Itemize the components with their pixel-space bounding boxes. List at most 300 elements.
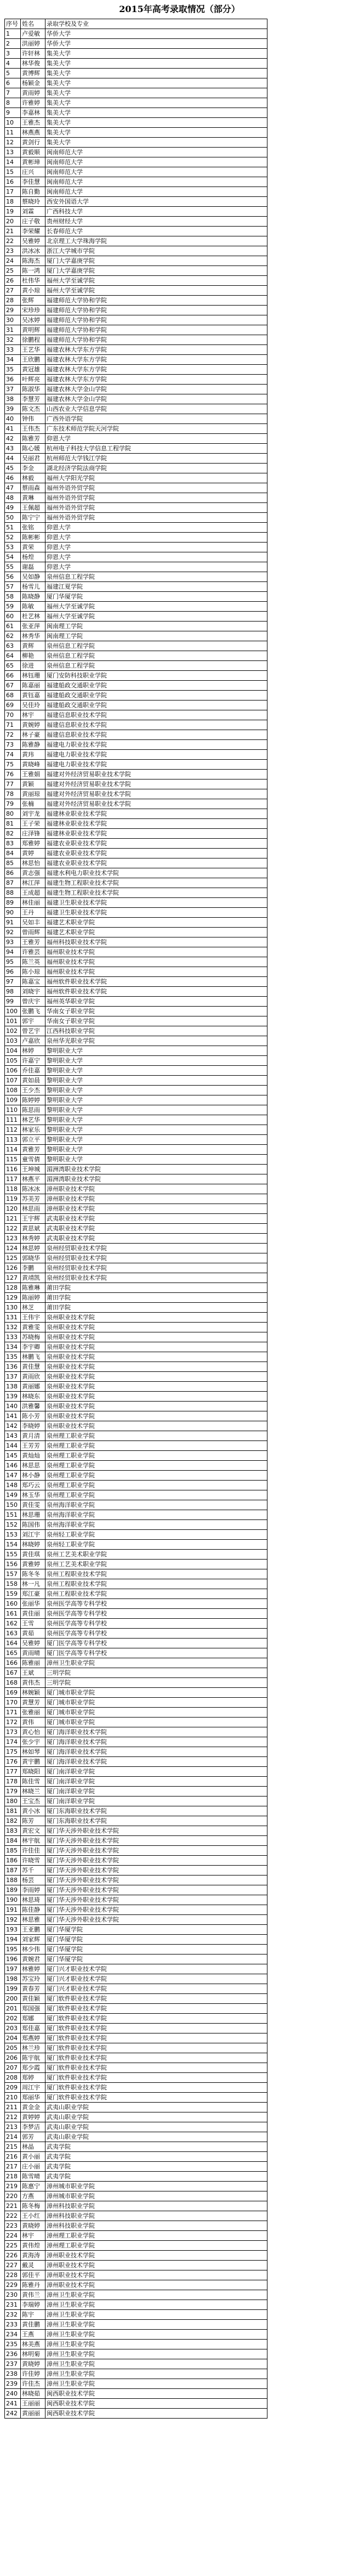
- row-no: 202: [5, 2014, 21, 2024]
- row-no: 3: [5, 49, 21, 59]
- row-no: 55: [5, 562, 21, 572]
- row-name: 庄泽锋: [21, 829, 45, 839]
- row-school: 福州大学至诚学院: [45, 602, 267, 612]
- row-no: 123: [5, 1234, 21, 1244]
- row-name: 黄宏文: [21, 1826, 45, 1836]
- row-school: 厦门海洋职业技术学院: [45, 1737, 267, 1747]
- row-name: 徐进: [21, 661, 45, 671]
- row-no: 118: [5, 1184, 21, 1194]
- table-row: [5, 276, 267, 286]
- row-school: 武夷职业技术学院: [45, 1224, 267, 1234]
- row-school: 漳州职业技术学院: [45, 1204, 267, 1214]
- table-row: [5, 98, 267, 108]
- row-name: 杜艺林: [21, 612, 45, 622]
- row-no: 91: [5, 918, 21, 928]
- row-no: 240: [5, 2389, 21, 2399]
- row-school: 闽西职业技术学院: [45, 2399, 267, 2409]
- table-row: [5, 1273, 267, 1283]
- row-name: 郑娜: [21, 2014, 45, 2024]
- table-row: [5, 167, 267, 177]
- row-no: 54: [5, 552, 21, 562]
- row-school: 福建信息职业技术学院: [45, 710, 267, 720]
- row-name: 黄雅婷: [21, 1560, 45, 1569]
- table-row: [5, 444, 267, 454]
- row-name: 郑燕婷: [21, 2033, 45, 2043]
- row-name: 黄海涛: [21, 2251, 45, 2261]
- row-name: 曾雨辉: [21, 928, 45, 937]
- table-row: [5, 1263, 267, 1273]
- row-no: 209: [5, 2083, 21, 2093]
- row-name: 黄伟: [21, 1718, 45, 1727]
- row-name: 陈自勤: [21, 187, 45, 197]
- row-name: 黄伟煌: [21, 2241, 45, 2251]
- table-row: [5, 1747, 267, 1757]
- row-school: 厦门华天涉外职业技术学院: [45, 1836, 267, 1846]
- table-row: [5, 1165, 267, 1174]
- row-name: 黄婷婷: [21, 2112, 45, 2122]
- row-name: 吴雅婷: [21, 1639, 45, 1648]
- table-row: [5, 207, 267, 217]
- table-row: [5, 2359, 267, 2369]
- table-row: [5, 394, 267, 404]
- row-name: 黄心怡: [21, 1727, 45, 1737]
- row-name: 郑巧云: [21, 1481, 45, 1490]
- row-no: 198: [5, 1974, 21, 1984]
- row-name: 黄钰嘉: [21, 691, 45, 701]
- row-no: 43: [5, 444, 21, 454]
- row-name: 宋珍珍: [21, 306, 45, 315]
- row-no: 98: [5, 987, 21, 997]
- row-name: 郑雅婷: [21, 839, 45, 849]
- table-row: [5, 819, 267, 829]
- row-no: 237: [5, 2359, 21, 2369]
- row-school: 福建农业职业技术学院: [45, 839, 267, 849]
- row-name: 林思雅: [21, 1915, 45, 1925]
- row-name: 许佳佳: [21, 1846, 45, 1856]
- row-no: 139: [5, 1392, 21, 1402]
- row-name: 洪冰冰: [21, 246, 45, 256]
- row-school: 黎明职业大学: [45, 1095, 267, 1105]
- row-school: 福建农林大学金山学院: [45, 394, 267, 404]
- row-school: 福州外语外贸学院: [45, 493, 267, 503]
- row-school: 泉州理工职业学院: [45, 1461, 267, 1471]
- table-row: [5, 1816, 267, 1826]
- row-no: 24: [5, 256, 21, 266]
- row-name: 黄月清: [21, 1431, 45, 1441]
- table-row: [5, 1510, 267, 1520]
- row-name: 吴丽君: [21, 454, 45, 464]
- table-row: [5, 612, 267, 622]
- row-name: 陈雪晴: [21, 2172, 45, 2182]
- row-no: 150: [5, 1500, 21, 1510]
- row-name: 陈雅丽: [21, 1658, 45, 1668]
- row-no: 173: [5, 1727, 21, 1737]
- row-name: 郭芳: [21, 2132, 45, 2142]
- table-row: [5, 256, 267, 266]
- row-name: 黄雨婷: [21, 88, 45, 98]
- row-no: 242: [5, 2409, 21, 2419]
- table-row: [5, 1224, 267, 1234]
- row-school: 泉州理工职业学院: [45, 1431, 267, 1441]
- row-name: 李梦洁: [21, 2122, 45, 2132]
- row-school: 福建师范大学协和学院: [45, 335, 267, 345]
- row-name: 陈嘉丽: [21, 681, 45, 691]
- row-no: 110: [5, 1105, 21, 1115]
- row-school: 厦门海洋职业技术学院: [45, 1757, 267, 1767]
- table-row: [5, 651, 267, 661]
- row-name: 张雅丽: [21, 1708, 45, 1718]
- table-row: [5, 325, 267, 335]
- row-no: 5: [5, 69, 21, 78]
- row-school: 厦门软件职业技术学院: [45, 2043, 267, 2053]
- row-no: 84: [5, 849, 21, 858]
- row-no: 218: [5, 2172, 21, 2182]
- row-school: 厦门兴才职业技术学院: [45, 1974, 267, 1984]
- table-row: [5, 987, 267, 997]
- row-no: 174: [5, 1737, 21, 1747]
- row-school: 华侨大学: [45, 29, 267, 39]
- row-school: 仰恩大学: [45, 523, 267, 533]
- row-name: 林思婷: [21, 1244, 45, 1253]
- row-school: 泉州轻工职业学院: [45, 1530, 267, 1540]
- row-name: 杨芸: [21, 1875, 45, 1885]
- table-row: [5, 631, 267, 641]
- row-no: 171: [5, 1708, 21, 1718]
- table-row: [5, 2251, 267, 2261]
- table-row: [5, 1994, 267, 2004]
- row-name: 黄晓婷: [21, 2221, 45, 2231]
- row-school: 福州科技职业技术学院: [45, 937, 267, 947]
- row-no: 183: [5, 1826, 21, 1836]
- row-school: 福建艺术职业学院: [45, 918, 267, 928]
- row-name: 林思怡: [21, 858, 45, 868]
- row-name: 黄春芳: [21, 1984, 45, 1994]
- row-name: 李金: [21, 464, 45, 473]
- table-row: [5, 829, 267, 839]
- row-school: 黎明职业大学: [45, 1145, 267, 1155]
- row-name: 杨颖金: [21, 78, 45, 88]
- row-school: 武夷学院: [45, 2172, 267, 2182]
- row-school: 莆田学院: [45, 1283, 267, 1293]
- row-school: 厦门软件职业技术学院: [45, 2004, 267, 2014]
- row-name: 黄伟杰: [21, 1678, 45, 1688]
- row-name: 李佳慧: [21, 177, 45, 187]
- table-row: [5, 809, 267, 819]
- row-school: 泉州工程职业技术学院: [45, 1569, 267, 1579]
- row-no: 89: [5, 898, 21, 908]
- table-row: [5, 2330, 267, 2340]
- row-name: 陈思雨: [21, 1105, 45, 1115]
- row-school: 泉州职业技术学院: [45, 1421, 267, 1431]
- table-row: [5, 2221, 267, 2231]
- row-no: 100: [5, 1007, 21, 1016]
- table-row: [5, 2201, 267, 2211]
- row-school: 仰恩大学: [45, 552, 267, 562]
- row-school: 集美大学: [45, 138, 267, 148]
- row-no: 229: [5, 2280, 21, 2290]
- row-school: 泉州工艺美术职业学院: [45, 1560, 267, 1569]
- row-no: 67: [5, 681, 21, 691]
- table-row: [5, 1974, 267, 1984]
- row-name: 王丽丽: [21, 2399, 45, 2409]
- row-name: 陈敏: [21, 602, 45, 612]
- row-name: 黄宇鹏: [21, 1757, 45, 1767]
- row-school: 厦门华天涉外职业技术学院: [45, 1885, 267, 1895]
- row-name: 杨雪儿: [21, 582, 45, 592]
- row-name: 张亚萍: [21, 622, 45, 631]
- row-name: 黄丽琼: [21, 789, 45, 799]
- row-name: 吴如静: [21, 572, 45, 582]
- table-row: [5, 1698, 267, 1708]
- row-no: 238: [5, 2369, 21, 2379]
- table-row: [5, 217, 267, 227]
- row-no: 69: [5, 701, 21, 710]
- row-name: 苏宝玲: [21, 1974, 45, 1984]
- row-no: 234: [5, 2330, 21, 2340]
- row-school: 泉州轻工职业学院: [45, 1540, 267, 1550]
- row-name: 黄佳慧: [21, 1362, 45, 1372]
- row-school: 泉州海洋职业学院: [45, 1510, 267, 1520]
- row-name: 陈佳雪: [21, 1777, 45, 1787]
- row-school: 闽南师范大学: [45, 167, 267, 177]
- table-row: [5, 1589, 267, 1599]
- row-school: 漳州职业技术学院: [45, 2280, 267, 2290]
- table-row: [5, 2014, 267, 2024]
- row-no: 231: [5, 2300, 21, 2310]
- row-no: 114: [5, 1145, 21, 1155]
- row-no: 7: [5, 88, 21, 98]
- row-school: 厦门华天涉外职业技术学院: [45, 1846, 267, 1856]
- row-no: 226: [5, 2251, 21, 2261]
- table-row: [5, 128, 267, 138]
- row-school: 福建船政交通职业学院: [45, 691, 267, 701]
- row-name: 黄婉婷: [21, 720, 45, 730]
- table-row: [5, 88, 267, 98]
- row-school: 广东技术师范学院天河学院: [45, 424, 267, 434]
- table-row: [5, 473, 267, 483]
- row-name: 林雅婷: [21, 1964, 45, 1974]
- row-name: 黄佳琪: [21, 1550, 45, 1560]
- row-name: 陈宇航: [21, 2053, 45, 2063]
- row-school: 漳州卫生职业学院: [45, 2310, 267, 2320]
- row-no: 94: [5, 947, 21, 957]
- document-title: 2015年高考录取情况（部分）: [119, 4, 240, 14]
- table-row: [5, 1569, 267, 1579]
- row-school: 福建生物工程职业技术学院: [45, 878, 267, 888]
- row-school: 福建农业职业技术学院: [45, 849, 267, 858]
- row-name: 苏晓梅: [21, 1332, 45, 1342]
- row-school: 泉州理工职业学院: [45, 1441, 267, 1451]
- row-school: 黎明职业大学: [45, 1135, 267, 1145]
- row-name: 王少杰: [21, 1086, 45, 1095]
- row-no: 214: [5, 2132, 21, 2142]
- table-row: [5, 296, 267, 306]
- row-no: 132: [5, 1323, 21, 1332]
- row-school: 厦门软件职业技术学院: [45, 2014, 267, 2024]
- row-school: 泉州海洋职业学院: [45, 1500, 267, 1510]
- row-name: 林子豪: [21, 730, 45, 740]
- row-no: 217: [5, 2162, 21, 2172]
- table-row: [5, 2310, 267, 2320]
- row-name: 黄小冰: [21, 1806, 45, 1816]
- table-row: [5, 671, 267, 681]
- row-name: 苏千: [21, 1866, 45, 1875]
- row-school: 福州大学至诚学院: [45, 612, 267, 622]
- row-name: 徐鹏程: [21, 335, 45, 345]
- row-school: 泉州医学高等专科学校: [45, 1599, 267, 1609]
- row-school: 厦门城市职业学院: [45, 1718, 267, 1727]
- table-row: [5, 898, 267, 908]
- table-row: [5, 1895, 267, 1905]
- row-school: 漳州卫生职业学院: [45, 2369, 267, 2379]
- table-row: [5, 2231, 267, 2241]
- row-no: 190: [5, 1895, 21, 1905]
- row-no: 149: [5, 1490, 21, 1500]
- row-school: 贵州财经大学: [45, 217, 267, 227]
- row-school: 厦门软件职业技术学院: [45, 2083, 267, 2093]
- row-no: 35: [5, 365, 21, 375]
- row-name: 郑佳嘉: [21, 2024, 45, 2033]
- row-name: 王雅芳: [21, 937, 45, 947]
- table-row: [5, 59, 267, 69]
- table-row: [5, 888, 267, 898]
- row-name: 林秀婷: [21, 1234, 45, 1244]
- row-school: 福州软件职业技术学院: [45, 987, 267, 997]
- row-name: 林鹏飞: [21, 1352, 45, 1362]
- table-row: [5, 918, 267, 928]
- row-school: 泉州信息工程学院: [45, 641, 267, 651]
- table-row: [5, 1095, 267, 1105]
- row-school: 福州大学阳光学院: [45, 473, 267, 483]
- table-row: [5, 404, 267, 414]
- table-row: [5, 552, 267, 562]
- table-row: [5, 1925, 267, 1935]
- row-no: 179: [5, 1787, 21, 1797]
- row-school: 集美大学: [45, 108, 267, 118]
- row-no: 230: [5, 2290, 21, 2300]
- row-school: 黎明职业大学: [45, 1155, 267, 1165]
- row-name: 林玉华: [21, 1490, 45, 1500]
- row-school: 福建农林大学东方学院: [45, 375, 267, 385]
- row-school: 泉州工程职业技术学院: [45, 1589, 267, 1599]
- row-no: 119: [5, 1194, 21, 1204]
- row-no: 138: [5, 1382, 21, 1392]
- row-school: 厦门东海职业技术学院: [45, 1816, 267, 1826]
- row-no: 153: [5, 1530, 21, 1540]
- row-name: 王亚鹏: [21, 1925, 45, 1935]
- row-school: 福建师范大学协和学院: [45, 315, 267, 325]
- table-row: [5, 760, 267, 770]
- row-no: 46: [5, 473, 21, 483]
- table-row: [5, 2389, 267, 2399]
- table-row: [5, 2043, 267, 2053]
- row-name: 刘霖: [21, 207, 45, 217]
- row-no: 77: [5, 779, 21, 789]
- row-school: 福建农业职业技术学院: [45, 858, 267, 868]
- row-no: 141: [5, 1411, 21, 1421]
- table-row: [5, 2211, 267, 2221]
- row-school: 泉州职业技术学院: [45, 1352, 267, 1362]
- row-no: 140: [5, 1402, 21, 1411]
- row-school: 集美大学: [45, 59, 267, 69]
- row-no: 165: [5, 1648, 21, 1658]
- row-name: 陈小芳: [21, 1411, 45, 1421]
- row-name: 许雅婷: [21, 98, 45, 108]
- row-no: 154: [5, 1540, 21, 1550]
- row-no: 34: [5, 355, 21, 365]
- row-no: 135: [5, 1352, 21, 1362]
- row-name: 黄志强: [21, 868, 45, 878]
- row-no: 199: [5, 1984, 21, 1994]
- row-no: 30: [5, 315, 21, 325]
- table-row: [5, 1639, 267, 1648]
- row-no: 33: [5, 345, 21, 355]
- row-school: 华南女子职业学院: [45, 1016, 267, 1026]
- row-name: 庄子敬: [21, 217, 45, 227]
- table-row: [5, 967, 267, 977]
- row-no: 178: [5, 1777, 21, 1787]
- row-school: 泉州医学高等专科学校: [45, 1619, 267, 1629]
- row-no: 201: [5, 2004, 21, 2014]
- row-school: 泉州信息工程学院: [45, 572, 267, 582]
- table-row: [5, 1421, 267, 1431]
- row-name: 蔡雨森: [21, 483, 45, 493]
- admissions-table-body: [5, 19, 267, 2419]
- table-row: [5, 1332, 267, 1342]
- row-no: 157: [5, 1569, 21, 1579]
- row-name: 张少宇: [21, 1737, 45, 1747]
- table-row: [5, 1174, 267, 1184]
- row-name: 张辉: [21, 296, 45, 306]
- table-row: [5, 661, 267, 671]
- row-name: 陈雅丹: [21, 2280, 45, 2290]
- table-row: [5, 1984, 267, 1994]
- table-row: [5, 1579, 267, 1589]
- row-school: 闽西职业技术学院: [45, 2409, 267, 2419]
- row-no: 221: [5, 2201, 21, 2211]
- table-row: [5, 710, 267, 720]
- row-name: 黄丽丽: [21, 2409, 45, 2419]
- row-name: 林华俊: [21, 59, 45, 69]
- row-name: 李宇卿: [21, 1342, 45, 1352]
- table-row: [5, 1086, 267, 1095]
- row-school: 三明学院: [45, 1678, 267, 1688]
- row-name: 林婉颖: [21, 1688, 45, 1698]
- row-no: 79: [5, 799, 21, 809]
- row-school: 福建船政交通职业学院: [45, 701, 267, 710]
- table-row: [5, 1352, 267, 1362]
- row-school: 福州职业技术学院: [45, 947, 267, 957]
- table-row: [5, 49, 267, 59]
- row-school: 厦门兴才职业技术学院: [45, 1964, 267, 1974]
- row-no: 143: [5, 1431, 21, 1441]
- row-school: 漳州职业技术学院: [45, 1184, 267, 1194]
- row-school: 福建农林大学金山学院: [45, 385, 267, 394]
- row-no: 92: [5, 928, 21, 937]
- table-row: [5, 849, 267, 858]
- row-no: 187: [5, 1866, 21, 1875]
- row-name: 黄佳雯: [21, 1500, 45, 1510]
- table-row: [5, 187, 267, 197]
- row-no: 13: [5, 148, 21, 157]
- table-row: [5, 2004, 267, 2014]
- row-name: 许嘉宁: [21, 1056, 45, 1066]
- table-row: [5, 1885, 267, 1895]
- table-row: [5, 1678, 267, 1688]
- row-school: 福建林业职业技术学院: [45, 829, 267, 839]
- row-school: 厦门安防科技职业学院: [45, 671, 267, 681]
- row-school: 漳州科技职业学院: [45, 2221, 267, 2231]
